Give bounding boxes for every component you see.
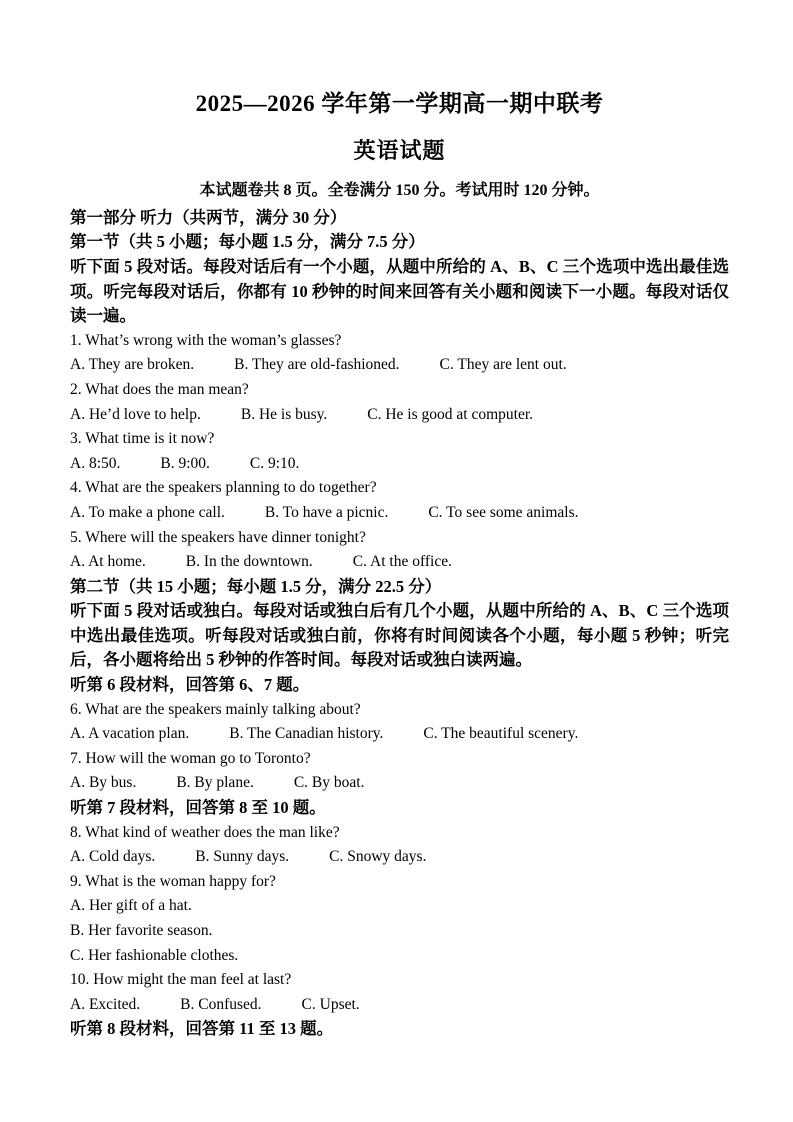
exam-info-line: 本试题卷共 8 页。全卷满分 150 分。考试用时 120 分钟。 [199, 181, 600, 199]
options-row [70, 452, 729, 477]
question-line: B. Her favorite season. [70, 922, 213, 939]
option: C. Snowy days. [329, 848, 427, 866]
option: B. Confused. [180, 995, 262, 1013]
option: A. At home. [70, 553, 146, 571]
option: B. The Canadian history. [229, 725, 384, 743]
section-heading: 第二节（共 15 小题；每小题 1.5 分，满分 22.5 分） [70, 576, 442, 596]
option: B. They are old-fashioned. [234, 356, 400, 374]
options-row [70, 353, 729, 378]
options-row [70, 771, 729, 796]
section-heading: 第一节（共 5 小题；每小题 1.5 分，满分 7.5 分） [70, 232, 425, 252]
option: A. Excited. [70, 995, 141, 1013]
question-line: 7. How will the woman go to Toronto? [70, 749, 311, 767]
question-line: 6. What are the speakers mainly talking about? [70, 700, 361, 718]
question-line: 5. Where will the speakers have dinner tonight? [70, 528, 366, 546]
option: B. In the downtown. [185, 553, 313, 571]
option: C. They are lent out. [439, 356, 567, 374]
options-row [70, 993, 729, 1018]
option: B. To have a picnic. [264, 503, 389, 521]
option: A. He’d love to help. [70, 405, 201, 423]
option: B. Sunny days. [195, 848, 290, 866]
option: B. 9:00. [160, 454, 210, 472]
options-row [70, 722, 729, 747]
option: C. 9:10. [249, 454, 300, 472]
question-line: 10. How might the man feel at last? [70, 971, 292, 989]
exam-subject-title: 英语试题 [353, 137, 446, 163]
option: A. By bus. [70, 774, 137, 792]
options-row [70, 403, 729, 428]
question-line: A. Her gift of a hat. [70, 897, 192, 915]
options-row [70, 501, 729, 526]
question-line: 1. What’s wrong with the woman’s glasses? [70, 331, 342, 349]
option: C. Upset. [301, 995, 360, 1013]
options-row [70, 550, 729, 575]
question-line: 9. What is the woman happy for? [70, 872, 276, 890]
options-row [70, 845, 729, 870]
question-line: 4. What are the speakers planning to do together? [70, 479, 377, 497]
option: C. The beautiful scenery. [423, 725, 579, 743]
section-heading: 第一部分 听力（共两节，满分 30 分） [70, 207, 347, 227]
document-body [70, 206, 729, 1042]
option: A. 8:50. [70, 454, 121, 472]
question-line: 2. What does the man mean? [70, 380, 249, 398]
option: B. He is busy. [240, 405, 328, 423]
instruction-paragraph: 听下面 5 段对话。每段对话后有一个小题，从题中所给的 A、B、C 三个选项中选出最佳选项。听完每段对话后，你都有 10 秒钟的时间来回答有关小题和阅读下一小题。每段对话仅读一遍。 [70, 256, 729, 326]
option: B. By plane. [176, 774, 254, 792]
question-line: C. Her fashionable clothes. [70, 946, 239, 964]
option: C. He is good at computer. [367, 405, 534, 423]
option: A. To make a phone call. [70, 503, 225, 521]
section-heading: 听第 6 段材料，回答第 6、7 题。 [70, 675, 310, 695]
section-heading: 听第 7 段材料，回答第 8 至 10 题。 [70, 798, 326, 818]
option: A. Cold days. [70, 848, 156, 866]
option: C. At the office. [352, 553, 452, 571]
option: A. A vacation plan. [70, 725, 190, 743]
instruction-paragraph: 听下面 5 段对话或独白。每段对话或独白后有几个小题，从题中所给的 A、B、C 三个选项中选出最佳选项。听每段对话或独白前，你将有时间阅读各个小题，每小题 5 秒钟；听完后，各小题将给出 5 秒钟的作答时间。每段对话或独白读两遍。 [70, 601, 729, 670]
exam-title: 2025—2026 学年第一学期高一期中联考 [195, 91, 604, 116]
option: A. They are broken. [70, 356, 195, 374]
option: C. By boat. [293, 774, 365, 792]
option: C. To see some animals. [428, 503, 579, 521]
section-heading: 听第 8 段材料，回答第 11 至 13 题。 [70, 1019, 334, 1039]
question-line: 8. What kind of weather does the man like? [70, 823, 340, 841]
question-line: 3. What time is it now? [70, 430, 215, 448]
